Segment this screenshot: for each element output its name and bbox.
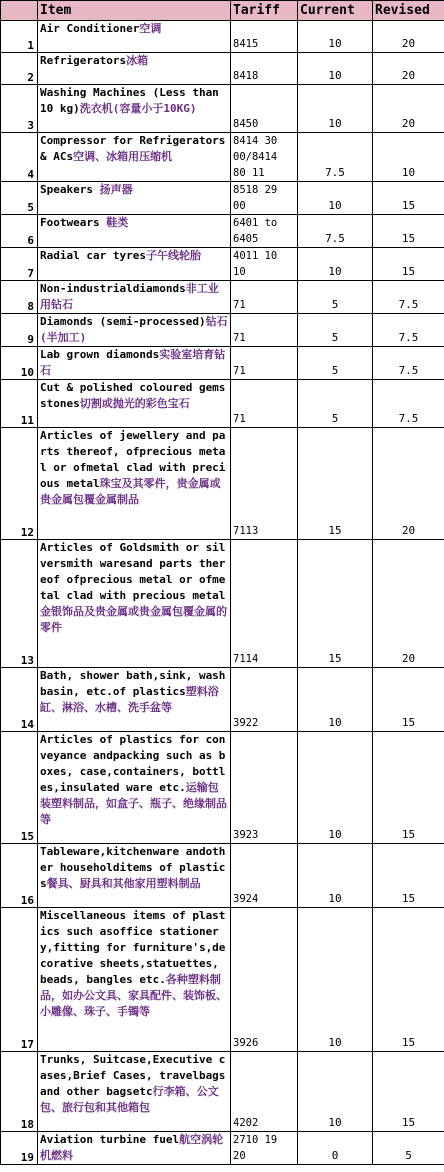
revised-rate: 20 <box>373 85 444 133</box>
item-cell <box>38 908 231 1052</box>
table-row <box>1 248 444 281</box>
tariff-code: 6401 to 6405 <box>231 215 298 248</box>
item-name-cn: 餐具、厨具和其他家用塑料制品 <box>46 877 201 890</box>
table-row <box>1 732 444 844</box>
row-number: 6 <box>1 215 38 248</box>
table-row <box>1 428 444 540</box>
item-name-en: Non-industrialdiamonds <box>40 282 186 295</box>
current-rate: 10 <box>298 732 373 844</box>
item-name-en: Tableware,kitchenware andother householditems of plastics <box>40 845 226 890</box>
row-number: 7 <box>1 248 38 281</box>
row-number: 16 <box>1 844 38 908</box>
item-name-cn: 扬声器 <box>99 183 133 196</box>
item-cell <box>38 732 231 844</box>
row-number: 10 <box>1 347 38 380</box>
current-rate: 5 <box>298 380 373 428</box>
tariff-code: 2710 19 20 <box>231 1132 298 1165</box>
revised-rate: 7.5 <box>373 347 444 380</box>
item-cell <box>38 281 231 314</box>
current-rate: 5 <box>298 281 373 314</box>
row-number: 5 <box>1 182 38 215</box>
item-name-cn: 金银饰品及贵金属或贵金属包覆金属的零件 <box>40 605 227 634</box>
tariff-code: 71 <box>231 281 298 314</box>
item-name-en: Washing Machines (Less than 10 kg) <box>40 86 219 115</box>
item-cell <box>38 668 231 732</box>
current-rate: 10 <box>298 182 373 215</box>
table-row <box>1 668 444 732</box>
item-cell <box>38 182 231 215</box>
row-number: 12 <box>1 428 38 540</box>
item-name-en: Speakers <box>40 183 100 196</box>
header-item: Item <box>38 1 231 21</box>
row-number: 8 <box>1 281 38 314</box>
row-number: 9 <box>1 314 38 347</box>
item-cell <box>38 1052 231 1132</box>
revised-rate: 20 <box>373 540 444 668</box>
table-row <box>1 21 444 53</box>
row-number: 15 <box>1 732 38 844</box>
item-cell <box>38 21 231 53</box>
tariff-code: 8414 30 00/8414 80 11 <box>231 133 298 182</box>
tariff-code: 3922 <box>231 668 298 732</box>
item-name-en: Cut & polished coloured gems stones <box>40 381 226 410</box>
tariff-code: 3924 <box>231 844 298 908</box>
revised-rate: 20 <box>373 21 444 53</box>
revised-rate: 15 <box>373 732 444 844</box>
table-row <box>1 1132 444 1165</box>
table-row <box>1 53 444 85</box>
current-rate: 10 <box>298 21 373 53</box>
revised-rate: 7.5 <box>373 314 444 347</box>
revised-rate: 15 <box>373 1052 444 1132</box>
item-name-en: Lab grown diamonds <box>40 348 160 361</box>
header-revised: Revised <box>373 1 444 21</box>
table-row <box>1 314 444 347</box>
row-number: 4 <box>1 133 38 182</box>
item-cell <box>38 53 231 85</box>
item-name-cn: 钻石(半加工) <box>40 315 228 344</box>
table-row <box>1 215 444 248</box>
item-name-en: Trunks, Suitcase,Executive cases,Brief Cases, travelbags and other bagsetc <box>40 1053 226 1098</box>
revised-rate: 10 <box>373 133 444 182</box>
item-name-en: Air Conditioner <box>40 22 140 35</box>
item-name-en: Articles of plastics for conveyance andpacking such as boxes, case,containers, bottles,insulated ware etc. <box>40 733 226 794</box>
item-name-en: Articles of jewellery and parts thereof, ofprecious metal or ofmetal clad with precious metal <box>40 429 226 490</box>
table-row <box>1 85 444 133</box>
item-cell <box>38 844 231 908</box>
row-number: 17 <box>1 908 38 1052</box>
current-rate: 7.5 <box>298 133 373 182</box>
table-row <box>1 1052 444 1132</box>
table-row <box>1 281 444 314</box>
item-name-cn: 塑料浴缸、淋浴、水槽、洗手盆等 <box>40 685 219 714</box>
revised-rate: 20 <box>373 53 444 85</box>
row-number: 19 <box>1 1132 38 1165</box>
item-name-en: Radial car tyres <box>40 249 146 262</box>
tariff-code: 8415 <box>231 21 298 53</box>
current-rate: 10 <box>298 668 373 732</box>
revised-rate: 15 <box>373 908 444 1052</box>
revised-rate: 7.5 <box>373 281 444 314</box>
revised-rate: 15 <box>373 182 444 215</box>
item-cell <box>38 133 231 182</box>
item-name-en: Compressor for Refrigerators & ACs <box>40 134 226 163</box>
row-number: 13 <box>1 540 38 668</box>
revised-rate: 15 <box>373 248 444 281</box>
item-name-cn: 鞋类 <box>106 216 129 229</box>
tariff-code: 7114 <box>231 540 298 668</box>
row-number: 18 <box>1 1052 38 1132</box>
item-name-cn: 运输包装塑料制品，如盒子、瓶子、绝缘制品等 <box>40 781 227 826</box>
item-name-en: Miscellaneous items of plastics such asoffice stationery,fitting for furniture's,decorative sheets,statuettes, beads, bangles etc. <box>40 909 226 986</box>
item-name-en: Diamonds (semi-processed) <box>40 315 206 328</box>
item-cell <box>38 540 231 668</box>
revised-rate: 7.5 <box>373 380 444 428</box>
current-rate: 10 <box>298 844 373 908</box>
item-cell <box>38 215 231 248</box>
tariff-code: 3923 <box>231 732 298 844</box>
item-name-cn: 实验室培育钻石 <box>40 348 226 377</box>
current-rate: 10 <box>298 53 373 85</box>
current-rate: 10 <box>298 908 373 1052</box>
table-row <box>1 540 444 668</box>
item-name-en: Footwears <box>40 216 107 229</box>
current-rate: 5 <box>298 314 373 347</box>
current-rate: 15 <box>298 540 373 668</box>
item-name-en: Refrigerators <box>40 54 127 67</box>
row-number: 11 <box>1 380 38 428</box>
table-row <box>1 133 444 182</box>
tariff-code: 7113 <box>231 428 298 540</box>
tariff-code: 4011 10 10 <box>231 248 298 281</box>
row-number: 2 <box>1 53 38 85</box>
item-cell <box>38 85 231 133</box>
item-name-en: Articles of Goldsmith or silversmith waresand parts thereof ofprecious metal or ofmetal clad with precious metal <box>40 541 226 602</box>
row-number: 14 <box>1 668 38 732</box>
item-name-cn: 航空涡轮机燃料 <box>40 1133 224 1162</box>
header-no <box>1 1 38 21</box>
item-name-en: Aviation turbine fuel <box>40 1133 180 1146</box>
item-name-cn: 珠宝及其零件，贵金属或贵金属包覆金属制品 <box>40 477 221 506</box>
tariff-code: 3926 <box>231 908 298 1052</box>
tariff-code: 8418 <box>231 53 298 85</box>
header-tariff: Tariff <box>231 1 298 21</box>
current-rate: 5 <box>298 347 373 380</box>
table-row <box>1 380 444 428</box>
revised-rate: 15 <box>373 668 444 732</box>
item-cell <box>38 1132 231 1165</box>
tariff-code: 8450 <box>231 85 298 133</box>
tariff-code: 8518 29 00 <box>231 182 298 215</box>
tariff-code: 71 <box>231 347 298 380</box>
item-name-cn: 各种塑料制品，如办公文具、家具配件、装饰板、小雕像、珠子、手镯等 <box>40 973 227 1018</box>
table-row <box>1 908 444 1052</box>
item-name-cn: 非工业用钻石 <box>40 282 219 311</box>
table-row <box>1 182 444 215</box>
revised-rate: 5 <box>373 1132 444 1165</box>
revised-rate: 15 <box>373 215 444 248</box>
table-row <box>1 844 444 908</box>
item-name-cn: 洗衣机(容量小于10KG) <box>79 102 197 115</box>
item-cell <box>38 428 231 540</box>
item-name-cn: 切割或抛光的彩色宝石 <box>79 397 190 410</box>
header-row <box>1 1 444 21</box>
item-cell <box>38 314 231 347</box>
item-name-cn: 行李箱、公文包、旅行包和其他箱包 <box>40 1085 219 1114</box>
item-cell <box>38 380 231 428</box>
item-name-cn: 子午线轮胎 <box>145 249 201 262</box>
header-current: Current <box>298 1 373 21</box>
item-name-en: Bath, shower bath,sink, wash basin, etc.of plastics <box>40 669 226 698</box>
current-rate: 10 <box>298 248 373 281</box>
revised-rate: 15 <box>373 844 444 908</box>
item-name-cn: 空调 <box>139 22 162 35</box>
item-name-cn: 空调、冰箱用压缩机 <box>73 150 173 163</box>
tariff-code: 71 <box>231 314 298 347</box>
current-rate: 7.5 <box>298 215 373 248</box>
table-row <box>1 347 444 380</box>
item-name-cn: 冰箱 <box>126 54 149 67</box>
item-cell <box>38 248 231 281</box>
current-rate: 0 <box>298 1132 373 1165</box>
row-number: 3 <box>1 85 38 133</box>
tariff-code: 71 <box>231 380 298 428</box>
current-rate: 10 <box>298 1052 373 1132</box>
revised-rate: 20 <box>373 428 444 540</box>
current-rate: 10 <box>298 85 373 133</box>
current-rate: 15 <box>298 428 373 540</box>
tariff-code: 4202 <box>231 1052 298 1132</box>
row-number: 1 <box>1 21 38 53</box>
item-cell <box>38 347 231 380</box>
